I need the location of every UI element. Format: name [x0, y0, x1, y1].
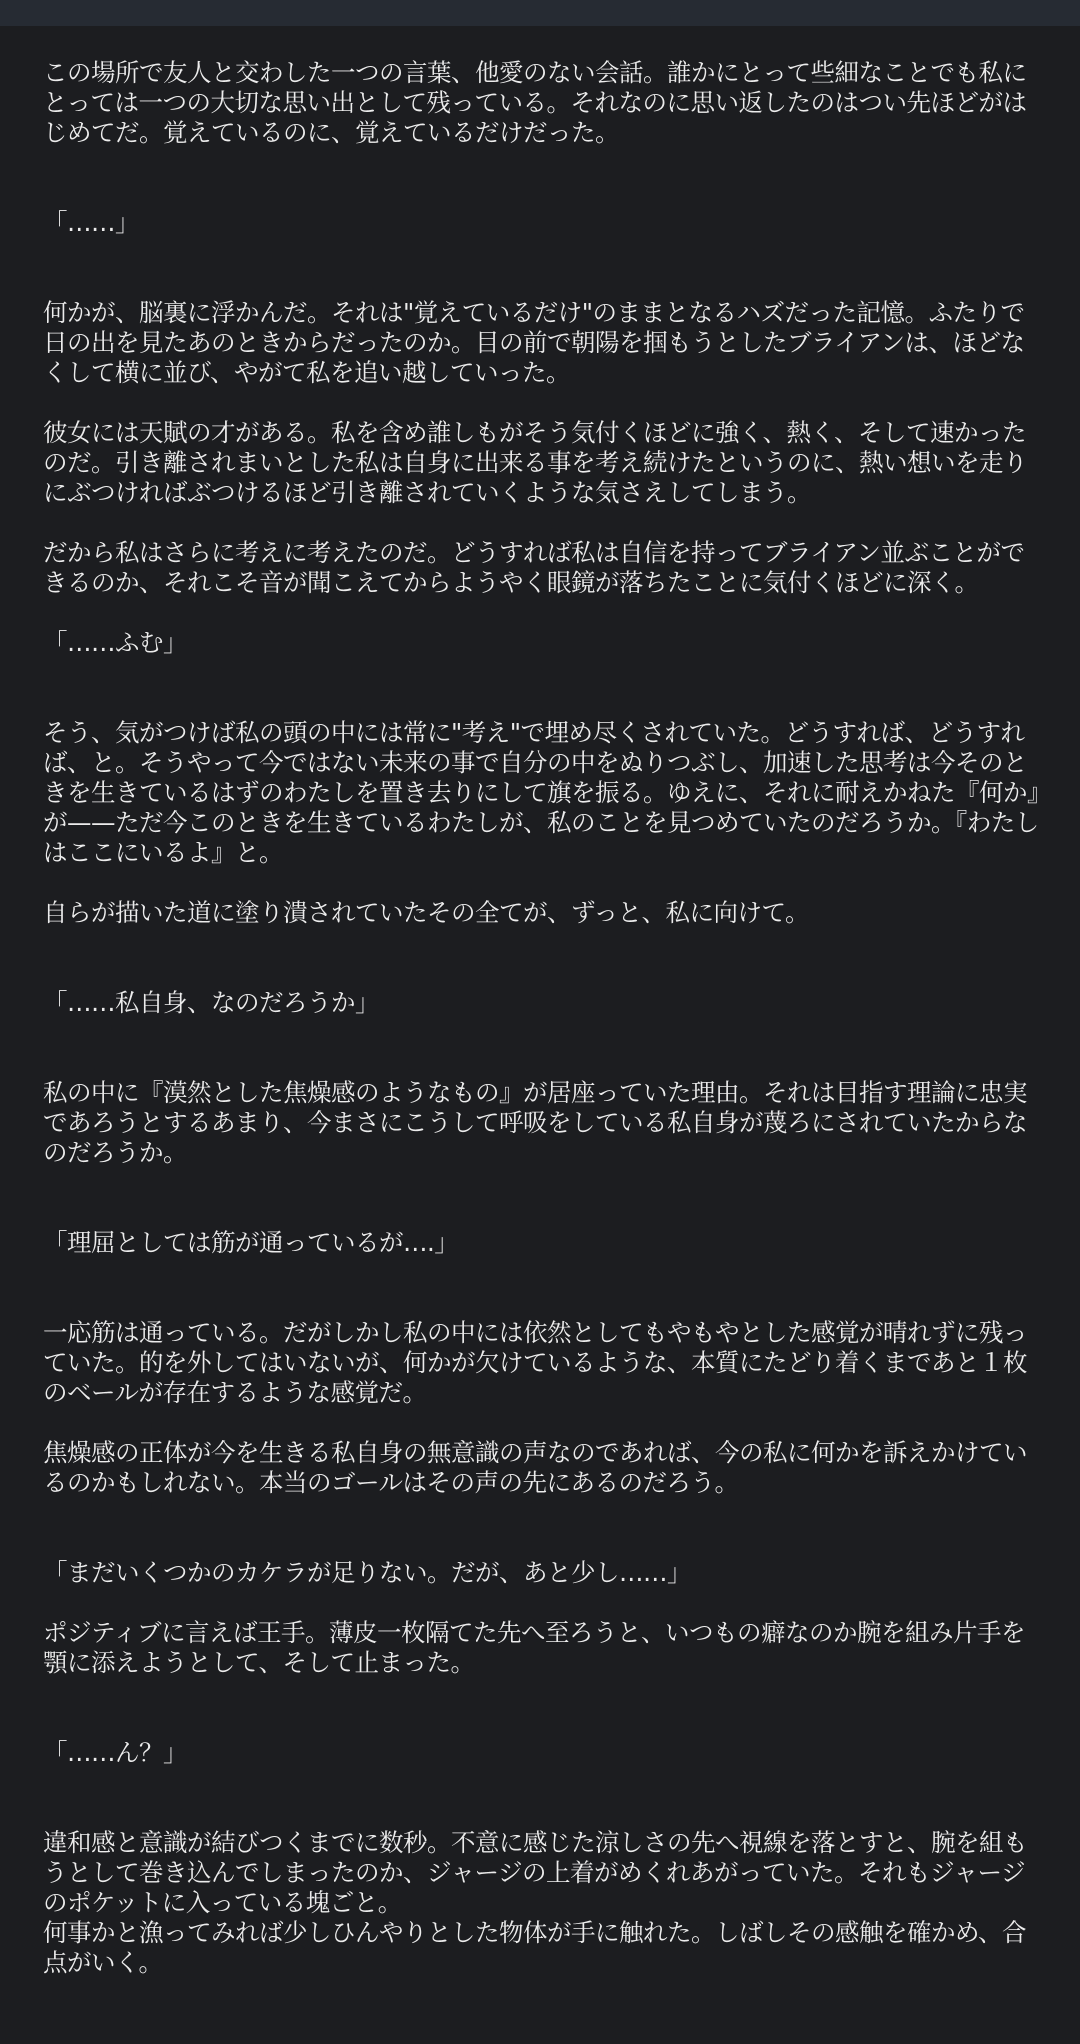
dialogue-line: 「……」: [43, 208, 139, 237]
reader-view[interactable]: [0, 26, 1080, 2044]
paragraph: だから私はさらに考えに考えたのだ。どうすれば私は自信を持ってブライアン並ぶことができるのか、それこそ音が聞こえてからようやく眼鏡が落ちたことに気付くほどに深く。: [43, 538, 1025, 597]
paragraph-spacer: [43, 508, 1043, 538]
paragraph: 違和感と意識が結びつくまでに数秒。不意に感じた涼しさの先へ視線を落とすと、腕を組もうとして巻き込んでしまったのか、ジャージの上着がめくれあがっていた。それもジャージのポケットに入っている塊ごと。: [43, 1828, 1027, 1917]
paragraph: 何かが、脳裏に浮かんだ。それは"覚えているだけ"のままとなるハズだった記憶。ふたりで日の出を見たあのときからだったのか。目の前で朝陽を掴もうとしたブライアンは、ほどなくして横に並び、やがて私を追い越していった。: [43, 298, 1025, 387]
paragraph: 彼女には天賦の才がある。私を含め誰しもがそう気付くほどに強く、熱く、そして速かったのだ。引き離されまいとした私は自身に出来る事を考え続けたというのに、熱い想いを走りにぶつければぶつけるほど引き離されていくような気さえしてしまう。: [43, 418, 1027, 507]
paragraph: 私の中に『漠然とした焦燥感のようなもの』が居座っていた理由。それは目指す理論に忠実であろうとするあまり、今まさにこうして呼吸をしている私自身が蔑ろにされていたからなのだろうか。: [43, 1078, 1027, 1167]
paragraph-spacer: [43, 1498, 1043, 1558]
paragraph-spacer: [43, 928, 1043, 988]
status-bar: [0, 0, 1080, 26]
dialogue-line: 「理屈としては筋が通っているが….」: [43, 1228, 459, 1257]
paragraph-spacer: [43, 1258, 1043, 1318]
paragraph: 何事かと漁ってみれば少しひんやりとした物体が手に触れた。しばしその感触を確かめ、合点がいく。: [43, 1918, 1027, 1977]
dialogue-line: 「……ふむ」: [43, 628, 187, 657]
dialogue-line: 「……私自身、なのだろうか」: [43, 988, 379, 1017]
paragraph: そう、気がつけば私の頭の中には常に"考え"で埋め尽くされていた。どうすれば、どうすれば、と。そうやって今ではない未来の事で自分の中をぬりつぶし、加速した思考は今そのときを生きているはずのわたしを置き去りにして旗を振る。ゆえに、それに耐えかねた『何か』が——ただ今このときを生きているわたしが、私のことを見つめていたのだろうか。『わたしはここにいるよ』と。: [43, 718, 1039, 867]
paragraph-spacer: [43, 1168, 1043, 1228]
paragraph-spacer: [43, 1678, 1043, 1738]
story-text: [43, 58, 1043, 1978]
paragraph-spacer: [43, 388, 1043, 418]
dialogue-line: 「……ん？」: [43, 1738, 187, 1767]
paragraph-spacer: [43, 1408, 1043, 1438]
paragraph: 一応筋は通っている。だがしかし私の中には依然としてもやもやとした感覚が晴れずに残っていた。的を外してはいないが、何かが欠けているような、本質にたどり着くまであと１枚のベールが存在するような感覚だ。: [43, 1318, 1027, 1407]
paragraph-spacer: [43, 1018, 1043, 1078]
paragraph: 自らが描いた道に塗り潰されていたその全てが、ずっと、私に向けて。: [43, 898, 810, 927]
paragraph-spacer: [43, 1768, 1043, 1828]
dialogue-line: 「まだいくつかのカケラが足りない。だが、あと少し……」: [43, 1558, 691, 1587]
paragraph: この場所で友人と交わした一つの言葉、他愛のない会話。誰かにとって些細なことでも私にとっては一つの大切な思い出として残っている。それなのに思い返したのはつい先ほどがはじめてだ。覚えているのに、覚えているだけだった。: [43, 58, 1027, 147]
paragraph-spacer: [43, 658, 1043, 718]
paragraph-spacer: [43, 148, 1043, 208]
paragraph-spacer: [43, 598, 1043, 628]
paragraph: ポジティブに言えば王手。薄皮一枚隔てた先へ至ろうと、いつもの癖なのか腕を組み片手を顎に添えようとして、そして止まった。: [43, 1618, 1026, 1677]
paragraph: 焦燥感の正体が今を生きる私自身の無意識の声なのであれば、今の私に何かを訴えかけているのかもしれない。本当のゴールはその声の先にあるのだろう。: [43, 1438, 1027, 1497]
paragraph-spacer: [43, 1588, 1043, 1618]
paragraph-spacer: [43, 868, 1043, 898]
paragraph-spacer: [43, 238, 1043, 298]
